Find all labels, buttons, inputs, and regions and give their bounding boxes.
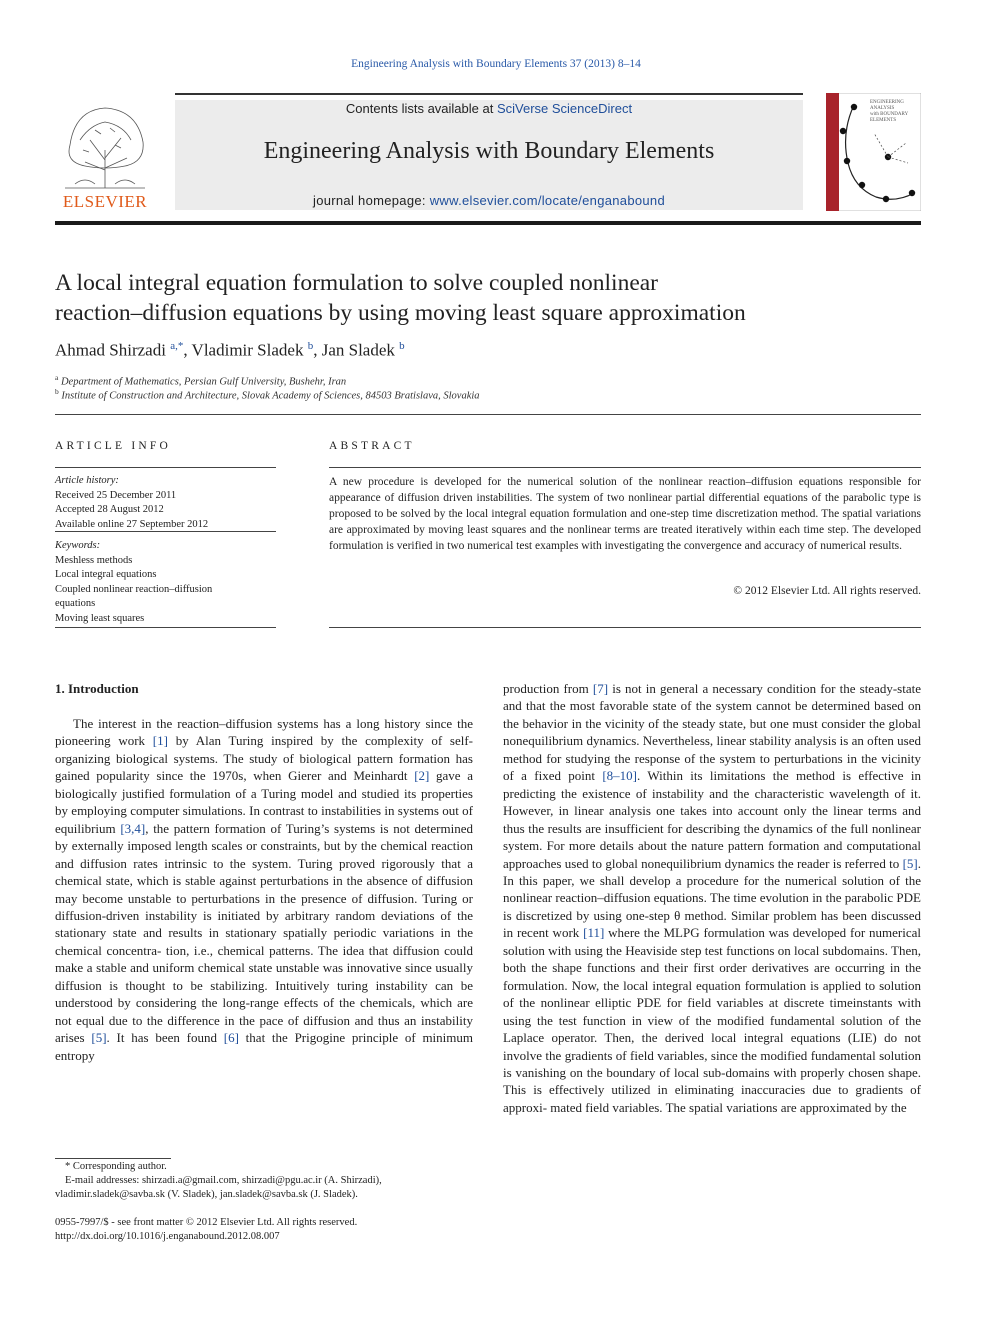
body-column-right [503, 680, 921, 1116]
elsevier-wordmark: ELSEVIER [62, 192, 148, 211]
citation-link[interactable]: [1] [152, 733, 168, 749]
header-top-rule [175, 93, 803, 95]
author-list [55, 340, 921, 361]
body-text: where the MLPG formulation was developed for numerical solution with using the Heaviside step test functions on local subdomains. Then, both the shape functions and their first order derivatives are occurring in the formulation. Now, the local integral equation formulation is applied to solution of the nonlinear elliptic PDE for field variables at discrete timeinstants with using the test function in view of the modified fundamental solution of the Laplace operator. Then, the derived local integral equations (LIE) do not involve the gradients of field variables, since the modified fundamental solution is vanishing on the boundary of local sub-domains with properly chosen shape. This is effectively utilized in eliminating inaccuracies due to gradients of approxi- mated field variables. The spatial variations are approximated by the [503, 925, 921, 1115]
author-separator: , [183, 340, 192, 360]
affiliation-text: Institute of Construction and Architecture, Slovak Academy of Sciences, 84503 Bratislava, Slovakia [61, 390, 480, 402]
journal-name: Engineering Analysis with Boundary Elements [263, 138, 715, 164]
author-affiliation-mark[interactable]: b [399, 340, 405, 352]
abstract-heading: ABSTRACT [329, 440, 415, 452]
author-name[interactable]: Vladimir Sladek [191, 340, 304, 360]
svg-text:ANALYSIS: ANALYSIS [870, 106, 895, 111]
homepage-link[interactable]: www.elsevier.com/locate/enganabound [429, 193, 665, 208]
affiliation-b [55, 387, 921, 402]
keyword-item: equations [55, 598, 96, 609]
affiliation-a [55, 373, 921, 388]
contents-available-line [175, 101, 803, 116]
affiliation-mark: a [55, 373, 59, 382]
author-separator: , [313, 340, 322, 360]
citation-link[interactable]: [5] [902, 855, 918, 871]
keyword-item: Coupled nonlinear reaction–diffusion [55, 583, 213, 595]
abstract-text: A new procedure is developed for the numerical solution of the nonlinear reaction–diffusion equations responsible for appearance of diffusion driven instabilities. The system of two nonlinear partial differential equations of the parabolic type is proposed to be solved by the local integral equation formulation and one-step time discretization method. The spatial variations are approximated by moving least squares and the nonlinear terms are treated iteratively within each time step. The developed formulation is verified in two numerical test examples with investigating the convergence and accuracy of numerical results. [329, 476, 921, 552]
citation-link[interactable]: [8–10] [602, 768, 638, 784]
affiliation-text: Department of Mathematics, Persian Gulf University, Bushehr, Iran [60, 376, 347, 388]
body-text: is not in general a necessary condition for the steady-state and that the most favorable state of the system cannot be determined based on the behavior in the vicinity of the steady state, but one must consider the global nonequilibrium dynamics. Nevertheless, linear stability analysis is an often used method for studying the response of the system to perturbations in the vicinity of a fixed point [503, 681, 921, 784]
issn-front-matter: 0955-7997/$ - see front matter © 2012 Elsevier Ltd. All rights reserved. [55, 1217, 358, 1228]
article-history-label: Article history: [55, 475, 119, 486]
footnote-rule [55, 1158, 171, 1159]
citation-link[interactable]: [3,4] [120, 820, 146, 836]
abstract-rule [329, 467, 921, 468]
body-text: The interest in the reaction–diffusion systems has a long history since the pioneering work [55, 716, 473, 749]
abstract-rule [329, 627, 921, 628]
keyword-item: Moving least squares [55, 612, 145, 624]
header-thick-rule [55, 221, 921, 225]
svg-text:ELEMENTS: ELEMENTS [870, 118, 897, 123]
sciencedirect-link[interactable]: SciVerse ScienceDirect [496, 101, 633, 116]
journal-homepage-line [175, 193, 803, 208]
body-column-left [55, 715, 473, 1064]
author-name[interactable]: Ahmad Shirzadi [55, 340, 166, 360]
keyword-item: Meshless methods [55, 554, 133, 566]
author-name[interactable]: Jan Sladek [321, 340, 395, 360]
article-title [55, 268, 921, 328]
citation-link[interactable]: [7] [592, 681, 609, 696]
affiliation-mark: b [55, 387, 59, 396]
body-text: by Alan Turing inspired by the complexity of self-organizing biological systems. The study of biological pattern formation has gained popularity since the 1970s, when Gierer and Meinhardt [55, 733, 474, 784]
section-heading-introduction: 1. Introduction [55, 681, 139, 696]
citation-link[interactable]: [6] [223, 1030, 239, 1046]
contents-prefix: Contents lists available at [345, 101, 497, 116]
body-text: that the Prigogine principle of minimum entropy [55, 1030, 474, 1063]
body-text: gave a biologically justified formulation of a Turing model and studied its properties by employing computer simulations. In contrast to instabilities in systems out of equilibrium [55, 768, 473, 836]
article-info-rule [55, 531, 276, 532]
article-info-rule [55, 627, 276, 628]
email-addresses-line-2[interactable]: vladimir.sladek@savba.sk (V. Sladek), jan.sladek@savba.sk (J. Sladek). [55, 1189, 358, 1200]
article-history [55, 474, 276, 532]
journal-citation[interactable]: Engineering Analysis with Boundary Elements 37 (2013) 8–14 [351, 58, 641, 70]
body-text: , the pattern formation of Turing’s systems is not determined by externally imposed length scales or constraints, but by the chemical reaction and diffusion rates intrinsic to the system. Turing proved rigorously that a chemical state, which is stable against perturbations in the absence of diffusion may become unstable to perturbations in the presence of diffusion. Turing or diffusion-driven instability is initiated by arbitrary random deviations of the stationary state and results in stationary spatially periodic variations in the chemical concentra- tion, i.e., chemical patterns. The idea that diffusion could make a stable and uniform chemical state unstable was innovative since usually diffusion is thought to be stabilizing. Intuitively turing instability can be understood by considering the long-range effects of the chemicals, which are not equal due to the difference in the pace of diffusion and thus an instability arises [55, 820, 473, 1046]
body-text: . Within its limitations the method is effective in predicting the existence of instability and the characteristic wavelength of it. However, in linear analysis one takes into account only the linear terms and thus the results are insufficient for describing the dynamics of the full nonlinear system. For more details about the nature pattern formation and computational approaches used to global nonequilibrium dynamics the reader is referred to [503, 768, 921, 871]
body-text: . In this paper, we shall develop a procedure for the numerical solution of the nonlinear reaction–diffusion equations. The time evolution in the parabolic PDE is discretized by using one-step θ method. Similar problem has been discussed in recent work [503, 855, 921, 941]
body-text: production from [503, 681, 593, 696]
citation-link[interactable]: [5] [91, 1030, 107, 1046]
journal-cover-thumbnail[interactable] [826, 93, 921, 211]
history-accepted: Accepted 28 August 2012 [55, 504, 164, 515]
article-info-rule [55, 467, 276, 468]
citation-link[interactable]: [2] [414, 768, 430, 784]
doi-link[interactable]: http://dx.doi.org/10.1016/j.enganabound.2012.08.007 [55, 1231, 280, 1242]
citation-link[interactable]: [11] [583, 925, 605, 941]
history-received: Received 25 December 2011 [55, 489, 177, 501]
article-info-heading: ARTICLE INFO [55, 440, 171, 452]
title-line-1: A local integral equation formulation to solve coupled nonlinear [55, 270, 659, 296]
svg-text:ENGINEERING: ENGINEERING [870, 100, 904, 105]
author-affiliation-mark[interactable]: b [307, 340, 314, 352]
history-online: Available online 27 September 2012 [55, 518, 209, 530]
email-addresses-line-1[interactable]: E-mail addresses: shirzadi.a@gmail.com, shirzadi@pgu.ac.ir (A. Shirzadi), [65, 1175, 382, 1186]
svg-text:with BOUNDARY: with BOUNDARY [870, 112, 909, 117]
keyword-item: Local integral equations [55, 569, 157, 580]
keywords-label: Keywords: [55, 540, 101, 551]
corresponding-author-note: * Corresponding author. [65, 1161, 167, 1172]
keywords-block [55, 539, 276, 626]
title-line-2: reaction–diffusion equations by using moving least square approximation [55, 300, 746, 326]
author-affiliation-mark[interactable]: a,* [170, 340, 184, 352]
affiliation-rule [55, 414, 921, 415]
abstract-copyright: © 2012 Elsevier Ltd. All rights reserved. [733, 585, 921, 597]
homepage-prefix: journal homepage: [313, 193, 430, 208]
body-text: . It has been found [106, 1030, 224, 1046]
